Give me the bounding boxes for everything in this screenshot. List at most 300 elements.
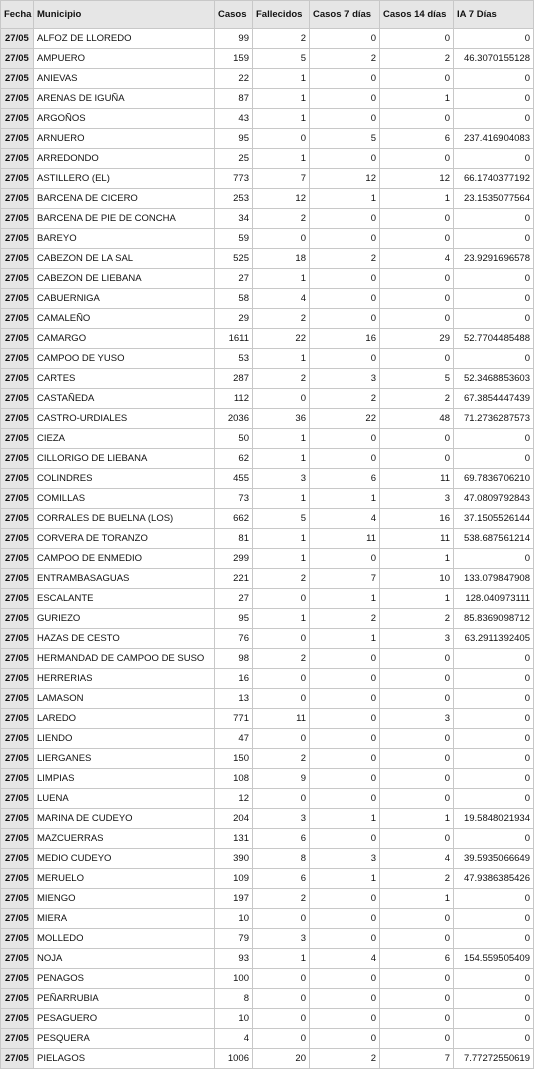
- casos-14-dias-cell[interactable]: 0: [380, 909, 454, 929]
- fallecidos-cell[interactable]: 2: [253, 889, 310, 909]
- fecha-cell[interactable]: 27/05: [1, 709, 34, 729]
- ia-7-dias-cell[interactable]: 0: [454, 649, 534, 669]
- municipio-cell[interactable]: CASTAÑEDA: [34, 389, 215, 409]
- fecha-cell[interactable]: 27/05: [1, 349, 34, 369]
- fallecidos-cell[interactable]: 4: [253, 289, 310, 309]
- fallecidos-cell[interactable]: 12: [253, 189, 310, 209]
- casos-14-dias-cell[interactable]: 3: [380, 629, 454, 649]
- municipio-cell[interactable]: LIERGANES: [34, 749, 215, 769]
- ia-7-dias-cell[interactable]: 0: [454, 929, 534, 949]
- fallecidos-cell[interactable]: 6: [253, 869, 310, 889]
- municipio-cell[interactable]: MAZCUERRAS: [34, 829, 215, 849]
- fecha-cell[interactable]: 27/05: [1, 769, 34, 789]
- column-header-fallecidos[interactable]: Fallecidos: [253, 1, 310, 29]
- ia-7-dias-cell[interactable]: 0: [454, 909, 534, 929]
- casos-14-dias-cell[interactable]: 0: [380, 309, 454, 329]
- casos-cell[interactable]: 47: [215, 729, 253, 749]
- casos-cell[interactable]: 58: [215, 289, 253, 309]
- casos-cell[interactable]: 299: [215, 549, 253, 569]
- municipio-cell[interactable]: COLINDRES: [34, 469, 215, 489]
- municipio-cell[interactable]: BARCENA DE CICERO: [34, 189, 215, 209]
- ia-7-dias-cell[interactable]: 0: [454, 209, 534, 229]
- fallecidos-cell[interactable]: 0: [253, 669, 310, 689]
- fallecidos-cell[interactable]: 1: [253, 609, 310, 629]
- fallecidos-cell[interactable]: 1: [253, 549, 310, 569]
- casos-7-dias-cell[interactable]: 0: [310, 769, 380, 789]
- casos-cell[interactable]: 159: [215, 49, 253, 69]
- municipio-cell[interactable]: HAZAS DE CESTO: [34, 629, 215, 649]
- municipio-cell[interactable]: AMPUERO: [34, 49, 215, 69]
- ia-7-dias-cell[interactable]: 0: [454, 729, 534, 749]
- casos-7-dias-cell[interactable]: 0: [310, 709, 380, 729]
- fecha-cell[interactable]: 27/05: [1, 309, 34, 329]
- fallecidos-cell[interactable]: 3: [253, 809, 310, 829]
- fecha-cell[interactable]: 27/05: [1, 1029, 34, 1049]
- municipio-cell[interactable]: CARTES: [34, 369, 215, 389]
- municipio-cell[interactable]: CABEZON DE LIEBANA: [34, 269, 215, 289]
- casos-7-dias-cell[interactable]: 2: [310, 1049, 380, 1069]
- casos-7-dias-cell[interactable]: 0: [310, 989, 380, 1009]
- fecha-cell[interactable]: 27/05: [1, 869, 34, 889]
- casos-cell[interactable]: 197: [215, 889, 253, 909]
- casos-cell[interactable]: 16: [215, 669, 253, 689]
- fallecidos-cell[interactable]: 0: [253, 989, 310, 1009]
- casos-cell[interactable]: 59: [215, 229, 253, 249]
- fallecidos-cell[interactable]: 1: [253, 489, 310, 509]
- casos-14-dias-cell[interactable]: 1: [380, 589, 454, 609]
- casos-14-dias-cell[interactable]: 16: [380, 509, 454, 529]
- fallecidos-cell[interactable]: 1: [253, 529, 310, 549]
- ia-7-dias-cell[interactable]: 0: [454, 889, 534, 909]
- casos-14-dias-cell[interactable]: 0: [380, 229, 454, 249]
- casos-cell[interactable]: 455: [215, 469, 253, 489]
- ia-7-dias-cell[interactable]: 128.040973111: [454, 589, 534, 609]
- casos-7-dias-cell[interactable]: 0: [310, 1029, 380, 1049]
- casos-cell[interactable]: 525: [215, 249, 253, 269]
- fallecidos-cell[interactable]: 3: [253, 929, 310, 949]
- ia-7-dias-cell[interactable]: 0: [454, 349, 534, 369]
- fallecidos-cell[interactable]: 22: [253, 329, 310, 349]
- fallecidos-cell[interactable]: 0: [253, 689, 310, 709]
- ia-7-dias-cell[interactable]: 0: [454, 669, 534, 689]
- casos-7-dias-cell[interactable]: 1: [310, 809, 380, 829]
- casos-14-dias-cell[interactable]: 0: [380, 789, 454, 809]
- casos-7-dias-cell[interactable]: 2: [310, 249, 380, 269]
- municipio-cell[interactable]: BAREYO: [34, 229, 215, 249]
- municipio-cell[interactable]: PESAGUERO: [34, 1009, 215, 1029]
- casos-cell[interactable]: 53: [215, 349, 253, 369]
- column-header-municipio[interactable]: Municipio: [34, 1, 215, 29]
- casos-14-dias-cell[interactable]: 0: [380, 969, 454, 989]
- casos-7-dias-cell[interactable]: 0: [310, 789, 380, 809]
- fallecidos-cell[interactable]: 1: [253, 69, 310, 89]
- casos-7-dias-cell[interactable]: 0: [310, 309, 380, 329]
- fecha-cell[interactable]: 27/05: [1, 469, 34, 489]
- fecha-cell[interactable]: 27/05: [1, 929, 34, 949]
- fallecidos-cell[interactable]: 1: [253, 109, 310, 129]
- casos-7-dias-cell[interactable]: 1: [310, 629, 380, 649]
- casos-cell[interactable]: 29: [215, 309, 253, 329]
- ia-7-dias-cell[interactable]: 0: [454, 449, 534, 469]
- column-header-casos-14-dias[interactable]: Casos 14 días: [380, 1, 454, 29]
- fallecidos-cell[interactable]: 8: [253, 849, 310, 869]
- municipio-cell[interactable]: GURIEZO: [34, 609, 215, 629]
- casos-cell[interactable]: 662: [215, 509, 253, 529]
- casos-7-dias-cell[interactable]: 0: [310, 209, 380, 229]
- ia-7-dias-cell[interactable]: 0: [454, 789, 534, 809]
- fallecidos-cell[interactable]: 2: [253, 309, 310, 329]
- municipio-cell[interactable]: ARNUERO: [34, 129, 215, 149]
- ia-7-dias-cell[interactable]: 37.1505526144: [454, 509, 534, 529]
- municipio-cell[interactable]: LIMPIAS: [34, 769, 215, 789]
- casos-14-dias-cell[interactable]: 0: [380, 929, 454, 949]
- casos-7-dias-cell[interactable]: 3: [310, 369, 380, 389]
- municipio-cell[interactable]: PESQUERA: [34, 1029, 215, 1049]
- casos-7-dias-cell[interactable]: 0: [310, 749, 380, 769]
- casos-7-dias-cell[interactable]: 5: [310, 129, 380, 149]
- municipio-cell[interactable]: MOLLEDO: [34, 929, 215, 949]
- casos-14-dias-cell[interactable]: 7: [380, 1049, 454, 1069]
- casos-cell[interactable]: 8: [215, 989, 253, 1009]
- casos-14-dias-cell[interactable]: 29: [380, 329, 454, 349]
- municipio-cell[interactable]: NOJA: [34, 949, 215, 969]
- fecha-cell[interactable]: 27/05: [1, 89, 34, 109]
- casos-7-dias-cell[interactable]: 0: [310, 269, 380, 289]
- fecha-cell[interactable]: 27/05: [1, 789, 34, 809]
- ia-7-dias-cell[interactable]: 0: [454, 69, 534, 89]
- fallecidos-cell[interactable]: 6: [253, 829, 310, 849]
- casos-7-dias-cell[interactable]: 0: [310, 449, 380, 469]
- casos-7-dias-cell[interactable]: 0: [310, 149, 380, 169]
- casos-14-dias-cell[interactable]: 0: [380, 69, 454, 89]
- municipio-cell[interactable]: CABEZON DE LA SAL: [34, 249, 215, 269]
- fallecidos-cell[interactable]: 1: [253, 89, 310, 109]
- fecha-cell[interactable]: 27/05: [1, 189, 34, 209]
- casos-14-dias-cell[interactable]: 0: [380, 769, 454, 789]
- casos-14-dias-cell[interactable]: 3: [380, 489, 454, 509]
- fallecidos-cell[interactable]: 7: [253, 169, 310, 189]
- casos-7-dias-cell[interactable]: 2: [310, 49, 380, 69]
- casos-14-dias-cell[interactable]: 0: [380, 149, 454, 169]
- casos-cell[interactable]: 73: [215, 489, 253, 509]
- municipio-cell[interactable]: PEÑARRUBIA: [34, 989, 215, 1009]
- casos-cell[interactable]: 108: [215, 769, 253, 789]
- casos-14-dias-cell[interactable]: 0: [380, 989, 454, 1009]
- fallecidos-cell[interactable]: 9: [253, 769, 310, 789]
- casos-14-dias-cell[interactable]: 0: [380, 1029, 454, 1049]
- fecha-cell[interactable]: 27/05: [1, 529, 34, 549]
- casos-cell[interactable]: 2036: [215, 409, 253, 429]
- fecha-cell[interactable]: 27/05: [1, 209, 34, 229]
- ia-7-dias-cell[interactable]: 237.416904083: [454, 129, 534, 149]
- ia-7-dias-cell[interactable]: 0: [454, 969, 534, 989]
- fallecidos-cell[interactable]: 2: [253, 209, 310, 229]
- municipio-cell[interactable]: CABUERNIGA: [34, 289, 215, 309]
- fecha-cell[interactable]: 27/05: [1, 1009, 34, 1029]
- casos-cell[interactable]: 27: [215, 269, 253, 289]
- fecha-cell[interactable]: 27/05: [1, 389, 34, 409]
- casos-cell[interactable]: 221: [215, 569, 253, 589]
- casos-7-dias-cell[interactable]: 3: [310, 849, 380, 869]
- ia-7-dias-cell[interactable]: 63.2911392405: [454, 629, 534, 649]
- fecha-cell[interactable]: 27/05: [1, 849, 34, 869]
- casos-cell[interactable]: 50: [215, 429, 253, 449]
- ia-7-dias-cell[interactable]: 0: [454, 1029, 534, 1049]
- municipio-cell[interactable]: COMILLAS: [34, 489, 215, 509]
- ia-7-dias-cell[interactable]: 0: [454, 269, 534, 289]
- casos-7-dias-cell[interactable]: 0: [310, 89, 380, 109]
- ia-7-dias-cell[interactable]: 71.2736287573: [454, 409, 534, 429]
- casos-7-dias-cell[interactable]: 12: [310, 169, 380, 189]
- casos-7-dias-cell[interactable]: 0: [310, 229, 380, 249]
- fallecidos-cell[interactable]: 36: [253, 409, 310, 429]
- fecha-cell[interactable]: 27/05: [1, 29, 34, 49]
- casos-7-dias-cell[interactable]: 1: [310, 489, 380, 509]
- ia-7-dias-cell[interactable]: 52.7704485488: [454, 329, 534, 349]
- casos-cell[interactable]: 12: [215, 789, 253, 809]
- casos-14-dias-cell[interactable]: 2: [380, 869, 454, 889]
- casos-cell[interactable]: 1611: [215, 329, 253, 349]
- municipio-cell[interactable]: LUENA: [34, 789, 215, 809]
- ia-7-dias-cell[interactable]: 0: [454, 89, 534, 109]
- fecha-cell[interactable]: 27/05: [1, 689, 34, 709]
- municipio-cell[interactable]: ARREDONDO: [34, 149, 215, 169]
- casos-cell[interactable]: 10: [215, 909, 253, 929]
- ia-7-dias-cell[interactable]: 0: [454, 1009, 534, 1029]
- fallecidos-cell[interactable]: 0: [253, 589, 310, 609]
- municipio-cell[interactable]: CORRALES DE BUELNA (LOS): [34, 509, 215, 529]
- fecha-cell[interactable]: 27/05: [1, 489, 34, 509]
- casos-14-dias-cell[interactable]: 0: [380, 749, 454, 769]
- fallecidos-cell[interactable]: 1: [253, 949, 310, 969]
- fecha-cell[interactable]: 27/05: [1, 649, 34, 669]
- fallecidos-cell[interactable]: 2: [253, 369, 310, 389]
- fallecidos-cell[interactable]: 0: [253, 389, 310, 409]
- casos-14-dias-cell[interactable]: 3: [380, 709, 454, 729]
- fecha-cell[interactable]: 27/05: [1, 909, 34, 929]
- casos-cell[interactable]: 27: [215, 589, 253, 609]
- fecha-cell[interactable]: 27/05: [1, 989, 34, 1009]
- fecha-cell[interactable]: 27/05: [1, 969, 34, 989]
- municipio-cell[interactable]: MIERA: [34, 909, 215, 929]
- casos-14-dias-cell[interactable]: 0: [380, 449, 454, 469]
- fallecidos-cell[interactable]: 0: [253, 729, 310, 749]
- municipio-cell[interactable]: CAMPOO DE YUSO: [34, 349, 215, 369]
- fecha-cell[interactable]: 27/05: [1, 129, 34, 149]
- casos-7-dias-cell[interactable]: 4: [310, 949, 380, 969]
- fallecidos-cell[interactable]: 18: [253, 249, 310, 269]
- ia-7-dias-cell[interactable]: 0: [454, 229, 534, 249]
- ia-7-dias-cell[interactable]: 0: [454, 289, 534, 309]
- municipio-cell[interactable]: CAMALEÑO: [34, 309, 215, 329]
- casos-7-dias-cell[interactable]: 0: [310, 729, 380, 749]
- casos-7-dias-cell[interactable]: 2: [310, 389, 380, 409]
- casos-7-dias-cell[interactable]: 0: [310, 69, 380, 89]
- ia-7-dias-cell[interactable]: 23.9291696578: [454, 249, 534, 269]
- casos-cell[interactable]: 150: [215, 749, 253, 769]
- casos-14-dias-cell[interactable]: 0: [380, 429, 454, 449]
- casos-cell[interactable]: 253: [215, 189, 253, 209]
- municipio-cell[interactable]: HERRERIAS: [34, 669, 215, 689]
- ia-7-dias-cell[interactable]: 0: [454, 429, 534, 449]
- column-header-fecha[interactable]: Fecha: [1, 1, 34, 29]
- municipio-cell[interactable]: MERUELO: [34, 869, 215, 889]
- ia-7-dias-cell[interactable]: 0: [454, 549, 534, 569]
- fecha-cell[interactable]: 27/05: [1, 409, 34, 429]
- ia-7-dias-cell[interactable]: 538.687561214: [454, 529, 534, 549]
- casos-14-dias-cell[interactable]: 6: [380, 129, 454, 149]
- fecha-cell[interactable]: 27/05: [1, 569, 34, 589]
- ia-7-dias-cell[interactable]: 133.079847908: [454, 569, 534, 589]
- casos-7-dias-cell[interactable]: 6: [310, 469, 380, 489]
- municipio-cell[interactable]: ARGOÑOS: [34, 109, 215, 129]
- casos-14-dias-cell[interactable]: 0: [380, 109, 454, 129]
- casos-7-dias-cell[interactable]: 11: [310, 529, 380, 549]
- municipio-cell[interactable]: ASTILLERO (EL): [34, 169, 215, 189]
- fallecidos-cell[interactable]: 0: [253, 229, 310, 249]
- municipio-cell[interactable]: CIEZA: [34, 429, 215, 449]
- casos-14-dias-cell[interactable]: 12: [380, 169, 454, 189]
- fecha-cell[interactable]: 27/05: [1, 449, 34, 469]
- casos-7-dias-cell[interactable]: 0: [310, 29, 380, 49]
- casos-14-dias-cell[interactable]: 5: [380, 369, 454, 389]
- column-header-ia-7-dias[interactable]: IA 7 Días: [454, 1, 534, 29]
- casos-cell[interactable]: 1006: [215, 1049, 253, 1069]
- fallecidos-cell[interactable]: 2: [253, 569, 310, 589]
- casos-14-dias-cell[interactable]: 0: [380, 289, 454, 309]
- casos-14-dias-cell[interactable]: 1: [380, 89, 454, 109]
- casos-14-dias-cell[interactable]: 2: [380, 609, 454, 629]
- casos-cell[interactable]: 773: [215, 169, 253, 189]
- fecha-cell[interactable]: 27/05: [1, 329, 34, 349]
- casos-cell[interactable]: 390: [215, 849, 253, 869]
- ia-7-dias-cell[interactable]: 47.9386385426: [454, 869, 534, 889]
- casos-cell[interactable]: 95: [215, 609, 253, 629]
- fecha-cell[interactable]: 27/05: [1, 949, 34, 969]
- municipio-cell[interactable]: MIENGO: [34, 889, 215, 909]
- fallecidos-cell[interactable]: 1: [253, 269, 310, 289]
- municipio-cell[interactable]: LAMASON: [34, 689, 215, 709]
- casos-14-dias-cell[interactable]: 0: [380, 1009, 454, 1029]
- fecha-cell[interactable]: 27/05: [1, 729, 34, 749]
- municipio-cell[interactable]: ALFOZ DE LLOREDO: [34, 29, 215, 49]
- casos-cell[interactable]: 98: [215, 649, 253, 669]
- casos-7-dias-cell[interactable]: 7: [310, 569, 380, 589]
- municipio-cell[interactable]: MARINA DE CUDEYO: [34, 809, 215, 829]
- casos-7-dias-cell[interactable]: 0: [310, 689, 380, 709]
- fallecidos-cell[interactable]: 3: [253, 469, 310, 489]
- municipio-cell[interactable]: LIENDO: [34, 729, 215, 749]
- casos-14-dias-cell[interactable]: 11: [380, 529, 454, 549]
- fallecidos-cell[interactable]: 2: [253, 749, 310, 769]
- casos-7-dias-cell[interactable]: 0: [310, 1009, 380, 1029]
- ia-7-dias-cell[interactable]: 0: [454, 709, 534, 729]
- casos-7-dias-cell[interactable]: 0: [310, 429, 380, 449]
- fecha-cell[interactable]: 27/05: [1, 549, 34, 569]
- casos-14-dias-cell[interactable]: 0: [380, 269, 454, 289]
- fallecidos-cell[interactable]: 5: [253, 509, 310, 529]
- fecha-cell[interactable]: 27/05: [1, 829, 34, 849]
- fecha-cell[interactable]: 27/05: [1, 1049, 34, 1069]
- casos-cell[interactable]: 204: [215, 809, 253, 829]
- casos-14-dias-cell[interactable]: 4: [380, 849, 454, 869]
- ia-7-dias-cell[interactable]: 0: [454, 749, 534, 769]
- municipio-cell[interactable]: ENTRAMBASAGUAS: [34, 569, 215, 589]
- municipio-cell[interactable]: CASTRO-URDIALES: [34, 409, 215, 429]
- casos-cell[interactable]: 25: [215, 149, 253, 169]
- casos-7-dias-cell[interactable]: 0: [310, 109, 380, 129]
- fallecidos-cell[interactable]: 1: [253, 449, 310, 469]
- ia-7-dias-cell[interactable]: 0: [454, 309, 534, 329]
- fecha-cell[interactable]: 27/05: [1, 669, 34, 689]
- fecha-cell[interactable]: 27/05: [1, 509, 34, 529]
- casos-14-dias-cell[interactable]: 11: [380, 469, 454, 489]
- ia-7-dias-cell[interactable]: 52.3468853603: [454, 369, 534, 389]
- casos-14-dias-cell[interactable]: 0: [380, 689, 454, 709]
- fecha-cell[interactable]: 27/05: [1, 749, 34, 769]
- fallecidos-cell[interactable]: 1: [253, 429, 310, 449]
- casos-cell[interactable]: 34: [215, 209, 253, 229]
- fecha-cell[interactable]: 27/05: [1, 69, 34, 89]
- casos-14-dias-cell[interactable]: 0: [380, 209, 454, 229]
- casos-14-dias-cell[interactable]: 10: [380, 569, 454, 589]
- casos-cell[interactable]: 79: [215, 929, 253, 949]
- casos-cell[interactable]: 81: [215, 529, 253, 549]
- casos-cell[interactable]: 771: [215, 709, 253, 729]
- fallecidos-cell[interactable]: 5: [253, 49, 310, 69]
- casos-7-dias-cell[interactable]: 0: [310, 829, 380, 849]
- column-header-casos[interactable]: Casos: [215, 1, 253, 29]
- municipio-cell[interactable]: ANIEVAS: [34, 69, 215, 89]
- ia-7-dias-cell[interactable]: 23.1535077564: [454, 189, 534, 209]
- casos-7-dias-cell[interactable]: 2: [310, 609, 380, 629]
- municipio-cell[interactable]: ARENAS DE IGUÑA: [34, 89, 215, 109]
- fallecidos-cell[interactable]: 20: [253, 1049, 310, 1069]
- ia-7-dias-cell[interactable]: 19.5848021934: [454, 809, 534, 829]
- municipio-cell[interactable]: CAMARGO: [34, 329, 215, 349]
- casos-14-dias-cell[interactable]: 0: [380, 729, 454, 749]
- casos-14-dias-cell[interactable]: 4: [380, 249, 454, 269]
- casos-7-dias-cell[interactable]: 0: [310, 549, 380, 569]
- fecha-cell[interactable]: 27/05: [1, 809, 34, 829]
- casos-7-dias-cell[interactable]: 0: [310, 889, 380, 909]
- casos-cell[interactable]: 109: [215, 869, 253, 889]
- casos-7-dias-cell[interactable]: 1: [310, 589, 380, 609]
- casos-cell[interactable]: 131: [215, 829, 253, 849]
- casos-14-dias-cell[interactable]: 0: [380, 29, 454, 49]
- casos-cell[interactable]: 4: [215, 1029, 253, 1049]
- municipio-cell[interactable]: PIELAGOS: [34, 1049, 215, 1069]
- casos-7-dias-cell[interactable]: 0: [310, 669, 380, 689]
- municipio-cell[interactable]: HERMANDAD DE CAMPOO DE SUSO: [34, 649, 215, 669]
- municipio-cell[interactable]: BARCENA DE PIE DE CONCHA: [34, 209, 215, 229]
- fallecidos-cell[interactable]: 0: [253, 129, 310, 149]
- column-header-casos-7-dias[interactable]: Casos 7 días: [310, 1, 380, 29]
- casos-cell[interactable]: 13: [215, 689, 253, 709]
- casos-7-dias-cell[interactable]: 0: [310, 649, 380, 669]
- fecha-cell[interactable]: 27/05: [1, 109, 34, 129]
- fecha-cell[interactable]: 27/05: [1, 429, 34, 449]
- fecha-cell[interactable]: 27/05: [1, 289, 34, 309]
- fecha-cell[interactable]: 27/05: [1, 49, 34, 69]
- casos-14-dias-cell[interactable]: 1: [380, 809, 454, 829]
- ia-7-dias-cell[interactable]: 0: [454, 109, 534, 129]
- casos-7-dias-cell[interactable]: 1: [310, 189, 380, 209]
- fallecidos-cell[interactable]: 0: [253, 969, 310, 989]
- fecha-cell[interactable]: 27/05: [1, 369, 34, 389]
- fallecidos-cell[interactable]: 0: [253, 909, 310, 929]
- fecha-cell[interactable]: 27/05: [1, 169, 34, 189]
